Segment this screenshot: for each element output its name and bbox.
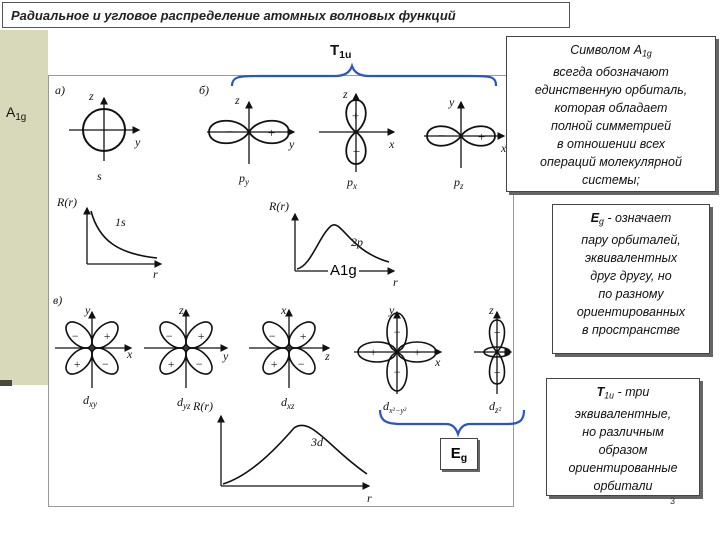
a1g-callout-line-2: всегда обозначают bbox=[553, 64, 669, 79]
a1g-callout-line-3: единственную орбиталь, bbox=[534, 82, 688, 97]
dx2y2-plus-1: + bbox=[369, 345, 378, 359]
a1g-callout-line-4: которая обладает bbox=[554, 100, 668, 115]
orbital-dxz-label: $d_{xz}$ bbox=[281, 395, 295, 411]
dz2-plus-1: + bbox=[493, 325, 502, 339]
orbital-py-label: $p_y$ bbox=[239, 171, 249, 187]
dxy-plus-2: + bbox=[73, 357, 82, 371]
dyz-minus-2: − bbox=[195, 357, 204, 371]
section-b-label: б) bbox=[199, 83, 210, 97]
section-c-label: в) bbox=[53, 293, 63, 307]
dxy-plus-1: + bbox=[103, 329, 112, 343]
px-axis-x: x bbox=[501, 141, 507, 155]
py-minus: − bbox=[225, 124, 234, 139]
s-axis-y: y bbox=[135, 135, 141, 149]
dxz-axis-z: z bbox=[325, 349, 330, 363]
radial-3d-xlabel: r bbox=[367, 491, 372, 505]
a1g-left-label: $A_{1g}$ bbox=[6, 104, 27, 123]
dxy-minus-1: − bbox=[71, 329, 80, 343]
dx2y2-axis-y: y bbox=[389, 303, 395, 317]
dx2y2-minus-1: − bbox=[393, 325, 402, 339]
page-number: 3 bbox=[670, 496, 676, 506]
dyz-plus-2: + bbox=[167, 357, 176, 371]
px-axis-y: y bbox=[449, 95, 455, 109]
py-plus: + bbox=[267, 125, 276, 140]
t1u-callout-line-6: орбитали bbox=[593, 478, 653, 493]
orbital-dxy-label: $d_{xy}$ bbox=[83, 393, 97, 409]
dz2-axis-z: z bbox=[489, 303, 494, 317]
a1g-callout-line-6: в отношении всех bbox=[557, 136, 665, 151]
a1g-callout-line-8: системы; bbox=[582, 172, 640, 187]
a1g-mid-label: A1g bbox=[330, 262, 357, 279]
px-minus: − bbox=[437, 128, 446, 143]
dxz-plus-2: + bbox=[270, 357, 279, 371]
t1u-bracket bbox=[232, 66, 496, 86]
eg-callout-line-6: ориентированных bbox=[576, 304, 686, 319]
dxy-minus-2: − bbox=[101, 357, 110, 371]
dyz-axis-y: y bbox=[223, 349, 229, 363]
eg-callout bbox=[552, 204, 710, 354]
radial-2p-ylabel: R(r) bbox=[269, 199, 289, 213]
eg-callout-line-2: пару орбиталей, bbox=[581, 232, 681, 247]
orbital-dz2-label: $d_{z^2}$ bbox=[489, 399, 502, 415]
pz-axis-z: z bbox=[343, 87, 348, 101]
orbital-dyz-label: $d_{yz}$ bbox=[177, 395, 191, 411]
orbital-dx2y2-label: $d_{x^2-y^2}$ bbox=[383, 399, 407, 415]
radial-3d-ylabel: R(r) bbox=[193, 399, 213, 413]
t1u-callout-line-3: но различным bbox=[582, 424, 664, 439]
t1u-top-label: $T_{1u}$ bbox=[330, 42, 352, 62]
dx2y2-minus-2: − bbox=[393, 365, 402, 379]
t1u-callout-line-2: эквивалентные, bbox=[574, 406, 672, 421]
curve-1s-label: 1s bbox=[115, 215, 126, 229]
py-axis-z: z bbox=[235, 93, 240, 107]
radial-2p-xlabel: r bbox=[393, 275, 398, 289]
t1u-callout-line-1: $T_{1u}$ - три bbox=[596, 385, 650, 401]
dz2-minus: − bbox=[481, 347, 489, 359]
px-plus: + bbox=[477, 129, 486, 144]
eg-bracket bbox=[380, 410, 524, 434]
orbital-s-label: s bbox=[97, 169, 102, 183]
dxz-axis-x: x bbox=[281, 303, 287, 317]
curve-3d-label: 3d bbox=[311, 435, 323, 449]
dxz-plus-1: + bbox=[299, 329, 308, 343]
a1g-callout-line-5: полной симметрией bbox=[550, 118, 672, 133]
orbital-pz-label: $p_x$ bbox=[347, 175, 357, 191]
dz2-plus-2: + bbox=[493, 365, 502, 379]
eg-callout-line-1: $E_g$ - означает bbox=[590, 211, 672, 227]
s-axis-z: z bbox=[89, 89, 94, 103]
radial-1s-xlabel: r bbox=[153, 267, 158, 281]
dyz-plus-1: + bbox=[197, 329, 206, 343]
t1u-callout-line-5: ориентированные bbox=[568, 460, 678, 475]
dyz-axis-z: z bbox=[179, 303, 184, 317]
dxy-axis-y: y bbox=[85, 303, 91, 317]
a1g-callout bbox=[506, 36, 716, 192]
dx2y2-axis-x: x bbox=[435, 355, 441, 369]
section-a-label: а) bbox=[55, 83, 65, 97]
dxz-minus-1: − bbox=[268, 329, 277, 343]
pz-minus: − bbox=[352, 144, 361, 159]
slide-title: Радиальное и угловое распределение атомных волновых функций bbox=[11, 8, 456, 23]
a1g-callout-line-1: Символом $A_{1g}$ bbox=[570, 43, 652, 59]
dxz-minus-2: − bbox=[297, 357, 306, 371]
dx2y2-plus-2: + bbox=[413, 345, 422, 359]
dxy-axis-x: x bbox=[127, 347, 133, 361]
a1g-callout-line-7: операций молекулярной bbox=[540, 154, 682, 169]
py-axis-y: y bbox=[289, 137, 295, 151]
pz-plus: + bbox=[351, 108, 360, 123]
eg-callout-line-3: эквивалентных bbox=[584, 250, 678, 265]
orbital-px-label: $p_z$ bbox=[454, 175, 464, 191]
dyz-minus-1: − bbox=[165, 329, 174, 343]
eg-callout-line-4: друг другу, но bbox=[590, 268, 672, 283]
t1u-callout bbox=[546, 378, 700, 496]
t1u-callout-line-4: образом bbox=[598, 442, 648, 457]
eg-callout-line-5: по разному bbox=[598, 286, 664, 301]
eg-callout-line-7: в пространстве bbox=[582, 322, 680, 337]
eg-label-box: $E_g$ bbox=[440, 438, 478, 470]
radial-1s-ylabel: R(r) bbox=[57, 195, 77, 209]
curve-2p-label: 2p bbox=[351, 235, 363, 249]
pz-axis-x: x bbox=[389, 137, 395, 151]
